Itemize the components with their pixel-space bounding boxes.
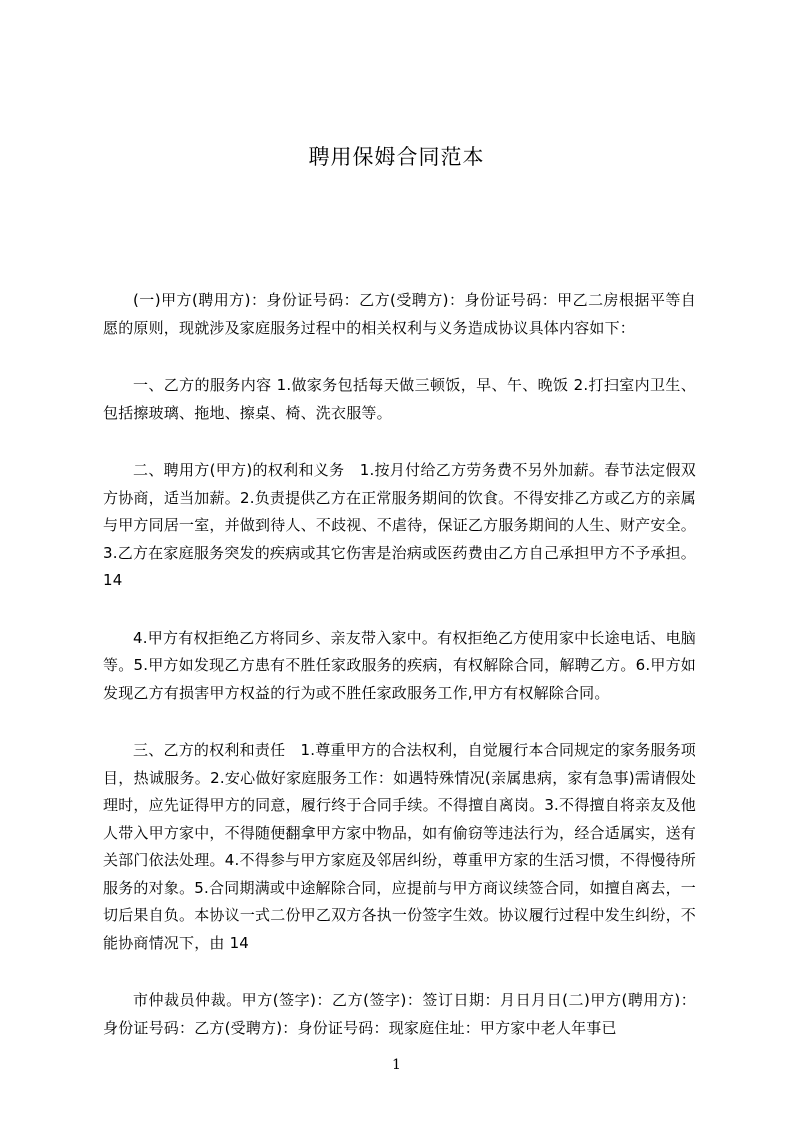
document-title: 聘用保姆合同范本 (308, 145, 485, 169)
paragraph-arbitration: 市仲裁员仲裁。甲方(签字)：乙方(签字)：签订日期：月日月日(二)甲方(聘用方)：身份证号码：乙方(受聘方)：身份证号码：现家庭住址：甲方家中老人年事已 (103, 991, 696, 1037)
paragraph-employer-rights-continued: 4.甲方有权拒绝乙方将同乡、亲友带入家中。有权拒绝乙方使用家中长途电话、电脑等。5.甲方如发现乙方患有不胜任家政服务的疾病，有权解除合同，解聘乙方。6.甲方如发现乙方有损害甲方权益的行为或不胜任家政服务工作,甲方有权解除合同。 (103, 628, 696, 702)
document-body (103, 287, 696, 1072)
paragraph-employee-rights: 三、乙方的权利和责任 1.尊重甲方的合法权利，自觉履行本合同规定的家务服务项目，热诚服务。2.安心做好家庭服务工作：如遇特殊情况(亲属患病，家有急事)需请假处理时，应先证得甲方的同意，履行终于合同手续。不得擅自离岗。3.不得擅自将亲友及他人带入甲方家中，不得随便翻拿甲方家中物品，如有偷窃等违法行为，经合适属实，送有关部门依法处理。4.不得参与甲方家庭及邻居纠纷，尊重甲方家的生活习惯，不得慢待所服务的对象。5.合同期满或中途解除合同，应提前与甲方商议续签合同，如擅自离去，一切后果自负。本协议一式二份甲乙双方各执一份签字生效。协议履行过程中发生纠纷，不能协商情况下，由 14 (103, 741, 696, 952)
page-number: 1 (392, 1057, 401, 1073)
paragraph-intro: (一)甲方(聘用方)：身份证号码：乙方(受聘方)：身份证号码：甲乙二房根据平等自愿的原则，现就涉及家庭服务过程中的相关权利与义务造成协议具体内容如下： (103, 291, 696, 337)
paragraph-service-content: 一、乙方的服务内容 1.做家务包括每天做三顿饭，早、午、晚饭 2.打扫室内卫生、包括擦玻璃、拖地、擦桌、椅、洗衣服等。 (103, 376, 696, 422)
paragraph-employer-rights: 二、聘用方(甲方)的权利和义务 1.按月付给乙方劳务费不另外加薪。春节法定假双方协商，适当加薪。2.负责提供乙方在正常服务期间的饮食。不得安排乙方或乙方的亲属与甲方同居一室，并做到待人、不歧视、不虐待，保证乙方服务期间的人生、财产安全。3.乙方在家庭服务突发的疾病或其它伤害是治病或医药费由乙方自己承担甲方不予承担。14 (103, 461, 696, 589)
